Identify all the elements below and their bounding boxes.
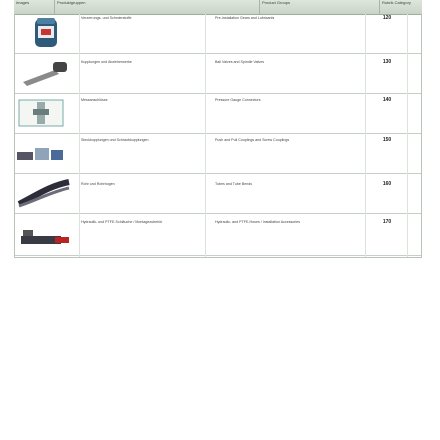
row-de: Kupplungen und Abzieherwerke xyxy=(81,60,132,64)
row-number: 130 xyxy=(382,59,392,65)
table-header xyxy=(14,0,422,15)
header-images: Images xyxy=(16,0,30,5)
row-de: Hydraulik- und PTFE-Schläuche / Montagezubehör xyxy=(81,220,163,224)
table-row xyxy=(15,94,421,134)
row-de: Verzerrungs- und Schmierstoffe xyxy=(81,16,132,20)
header-product-groups-en: Product Groups xyxy=(259,0,379,14)
header-category: Rubrik Category xyxy=(379,0,422,14)
column-divider xyxy=(79,14,80,257)
row-en: Ball Valves and Spindle Valves xyxy=(215,60,265,64)
row-number: 120 xyxy=(382,15,392,21)
row-de: Steckkupplungen und Schraubkupplungen xyxy=(81,138,149,142)
header-product-groups: Produktgruppen xyxy=(54,0,139,14)
row-number: 150 xyxy=(382,137,392,143)
table-row xyxy=(15,54,421,94)
couplings-icon xyxy=(15,136,75,170)
row-number: 140 xyxy=(382,97,392,103)
hose-icon xyxy=(15,176,75,210)
fitting-icon xyxy=(15,216,75,250)
row-en: Hydraulic- and PTFE-Hoses / Installation Accessories xyxy=(215,220,301,224)
column-divider xyxy=(365,14,366,257)
product-table xyxy=(14,14,422,258)
row-de: Rohr und Rohrbogen xyxy=(81,182,115,186)
row-number: 160 xyxy=(382,181,392,187)
table-row xyxy=(15,134,421,174)
row-number: 170 xyxy=(382,219,392,225)
table-row xyxy=(15,174,421,214)
row-en: Push and Pull Couplings and Screw Couplings xyxy=(215,138,290,142)
row-en: Pressure Gauge Connectors xyxy=(215,98,261,102)
row-en: Pre-Installation Gears and Lubricants xyxy=(215,16,275,20)
table-row xyxy=(15,214,421,256)
column-divider xyxy=(205,14,206,257)
row-en: Tubes and Tube Bends xyxy=(215,182,253,186)
connector-icon xyxy=(15,96,75,130)
table-row xyxy=(15,14,421,54)
spatula-icon xyxy=(15,56,75,90)
column-divider xyxy=(407,14,408,257)
pliers-icon xyxy=(15,16,75,50)
row-de: Messanschlüsse xyxy=(81,98,108,102)
